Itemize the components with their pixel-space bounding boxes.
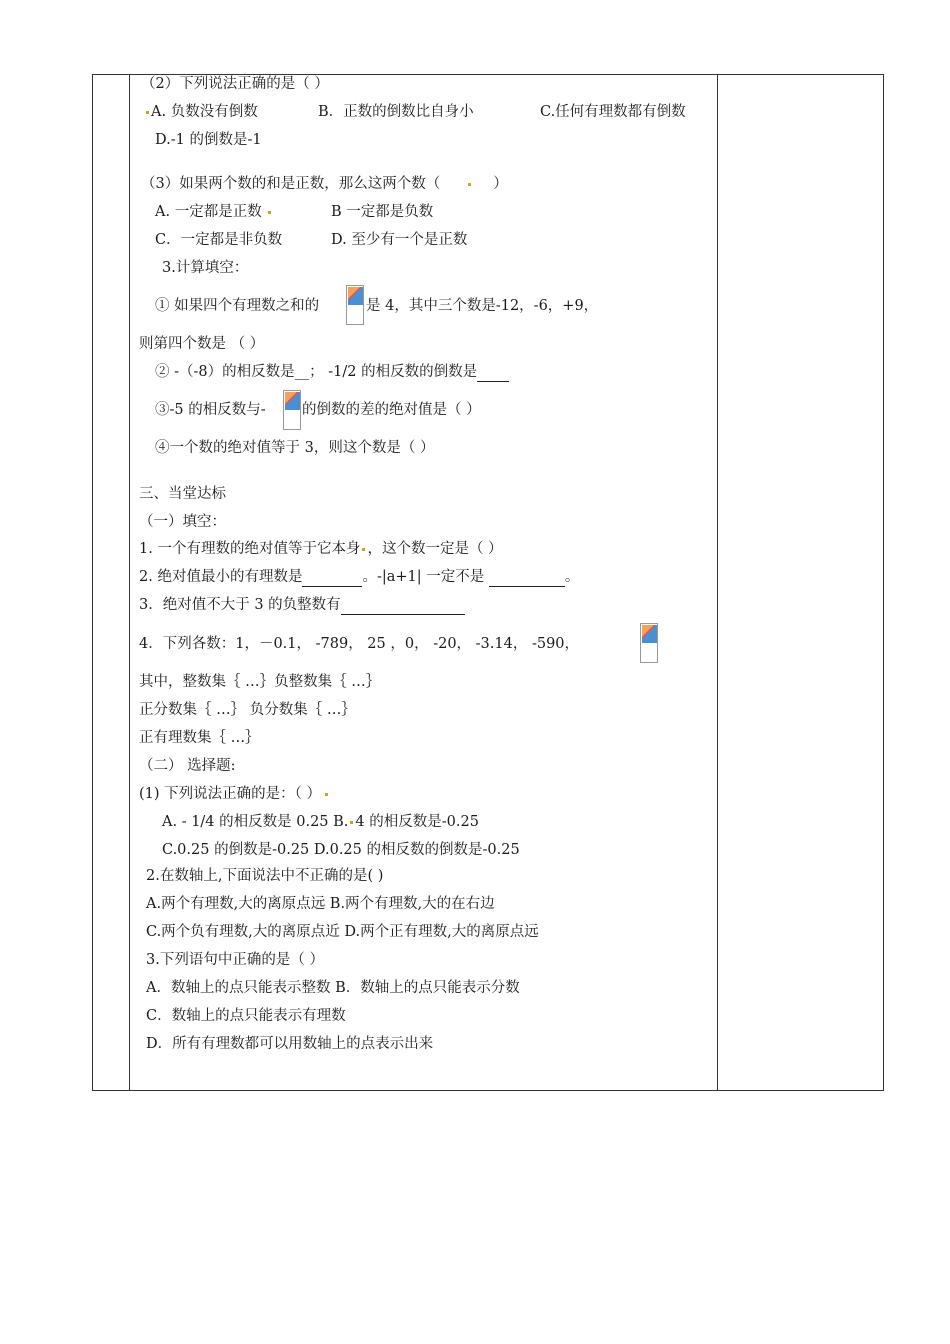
calc-2 xyxy=(155,362,509,382)
choice-3-d: D．所有有理数都可以用数轴上的点表示出来 xyxy=(146,1036,434,1052)
dot-mark xyxy=(325,793,328,796)
fill-4: 4．下列各数：1，－0.1， -789， 25 ，0， -20， -3.14， -590， xyxy=(139,636,580,652)
calc-1-part2: 是 4，其中三个数是-12，-6，+9， xyxy=(366,298,599,314)
choice-2-ab: A.两个有理数,大的离原点远 B.两个有理数,大的在右边 xyxy=(146,896,495,912)
calc-fill-title: 3.计算填空： xyxy=(162,260,249,276)
fill-1-part1: 1. 一个有理数的绝对值等于它本身 xyxy=(139,541,361,557)
left-column-divider xyxy=(129,74,130,1091)
q2-option-a-line xyxy=(144,102,258,122)
choice-2-cd: C.两个负有理数,大的离原点近 D.两个正有理数,大的离原点远 xyxy=(146,924,539,940)
answer-blank xyxy=(341,614,465,615)
q2-title: （2）下列说法正确的是（ ） xyxy=(141,76,329,92)
set-fractions: 正分数集｛ …｝ 负分数集｛ …｝ xyxy=(139,702,356,718)
section-3-heading: 三、当堂达标 xyxy=(139,486,226,502)
choice-1-title-text: (1) 下列说法正确的是：（ ） xyxy=(139,786,322,802)
answer-blank xyxy=(477,381,509,382)
q3-option-c: C．一定都是非负数 xyxy=(155,232,283,248)
broken-image-icon xyxy=(346,285,364,325)
choice-1-ab xyxy=(162,812,479,832)
calc-2-text: ② -（-8）的相反数是__； -1/2 的相反数的倒数是 xyxy=(155,364,478,380)
choice-2-title: 2.在数轴上,下面说法中不正确的是( ) xyxy=(146,868,384,884)
q3-option-a: A. 一定都是正数 xyxy=(155,204,262,220)
answer-blank xyxy=(302,586,362,587)
fill-blank-heading: （一）填空： xyxy=(139,514,226,530)
q3-option-b: B 一定都是负数 xyxy=(331,204,434,220)
dot-mark xyxy=(146,111,149,114)
calc-1-part3: 则第四个数是 （ ） xyxy=(139,336,265,352)
q2-option-c: C.任何有理数都有倒数 xyxy=(540,104,686,120)
q3-option-a-line xyxy=(155,202,273,222)
dot-mark xyxy=(362,548,365,551)
choice-3-c: C．数轴上的点只能表示有理数 xyxy=(146,1008,346,1024)
right-column-divider xyxy=(717,74,718,1091)
fill-2-part1: 2. 绝对值最小的有理数是 xyxy=(139,569,303,585)
calc-3-part1: ③-5 的相反数与- xyxy=(155,402,266,418)
q3-title xyxy=(141,174,508,194)
choice-1-b-text: 4 的相反数是-0.25 xyxy=(355,814,479,830)
choice-3-title: 3.下列语句中正确的是（ ） xyxy=(146,952,324,968)
q2-option-d: D.-1 的倒数是-1 xyxy=(155,132,262,148)
calc-3-part2: 的倒数的差的绝对值是（ ） xyxy=(302,402,481,418)
choice-1-ab-text: A. - 1/4 的相反数是 0.25 B. xyxy=(162,814,349,830)
choice-1-title xyxy=(139,784,330,804)
dot-mark xyxy=(350,821,353,824)
broken-image-icon xyxy=(283,390,301,430)
dot-mark xyxy=(468,183,471,186)
choice-3-ab: A．数轴上的点只能表示整数 B．数轴上的点只能表示分数 xyxy=(146,980,520,996)
q3-title-close: ） xyxy=(493,176,508,192)
q3-option-d: D. 至少有一个是正数 xyxy=(331,232,468,248)
fill-2 xyxy=(139,567,579,587)
dot-mark xyxy=(268,211,271,214)
fill-3 xyxy=(139,595,465,615)
calc-4: ④一个数的绝对值等于 3，则这个数是（ ） xyxy=(155,440,435,456)
answer-blank xyxy=(489,586,565,587)
set-positive-rationals: 正有理数集｛ …｝ xyxy=(139,730,260,746)
q2-option-b: B．正数的倒数比自身小 xyxy=(318,104,474,120)
fill-3-text: 3．绝对值不大于 3 的负整数有 xyxy=(139,597,341,613)
fill-1 xyxy=(139,539,503,559)
choice-1-cd: C.0.25 的倒数是-0.25 D.0.25 的相反数的倒数是-0.25 xyxy=(162,842,520,858)
fill-2-part3: 。 xyxy=(564,569,580,585)
choice-heading: （二） 选择题: xyxy=(139,758,236,774)
calc-1-part1: ① 如果四个有理数之和的 xyxy=(155,298,320,314)
fill-2-part2: 。-|a+1| 一定不是 xyxy=(362,569,489,585)
q3-title-text: （3）如果两个数的和是正数，那么这两个数（ xyxy=(141,176,441,192)
set-integers: 其中，整数集｛ …｝负整数集｛ …｝ xyxy=(139,674,381,690)
broken-image-icon xyxy=(640,623,658,663)
q2-option-a: A. 负数没有倒数 xyxy=(151,104,258,120)
fill-1-part2: ，这个数一定是（ ） xyxy=(367,541,503,557)
